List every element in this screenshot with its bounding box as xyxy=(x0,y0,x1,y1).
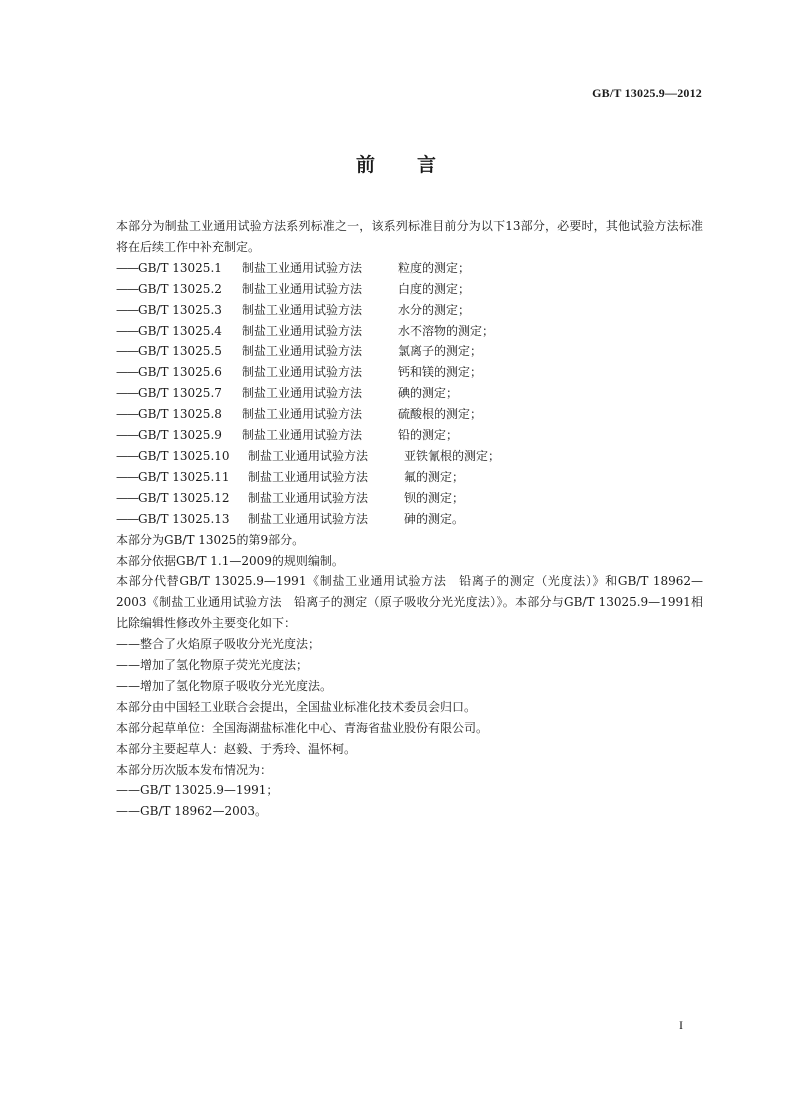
list-item: ——GB/T 13025.11 制盐工业通用试验方法 氟的测定； xyxy=(89,467,703,488)
drafting-rules: 本部分依据GB/T 1.1—2009的规则编制。 xyxy=(116,553,344,568)
series-name: 制盐工业通用试验方法 xyxy=(242,323,363,338)
list-item: ——GB/T 13025.5 制盐工业通用试验方法 氯离子的测定； xyxy=(89,341,703,362)
list-item: ——GB/T 18962—2003。 xyxy=(116,804,267,819)
series-name: 制盐工业通用试验方法 xyxy=(248,448,369,463)
part-name: 水不溶物的测定； xyxy=(398,323,495,338)
proposed-by: 本部分由中国轻工业联合会提出，全国盐业标准化技术委员会归口。 xyxy=(116,699,477,714)
list-item: ——GB/T 13025.7 制盐工业通用试验方法 碘的测定； xyxy=(89,383,703,404)
replaces-paragraph: 本部分代替GB/T 13025.9—1991《制盐工业通用试验方法 铅离子的测定（光度法）》和GB/T 18962—2003《制盐工业通用试验方法 铅离子的测定（原子吸收分光光度法）》。本部分与GB/T 13025.9—1991相比除编辑性修改外主要变化如下： xyxy=(116,574,703,631)
list-item: ——GB/T 13025.13 制盐工业通用试验方法 砷的测定。 xyxy=(89,509,703,530)
series-name: 制盐工业通用试验方法 xyxy=(242,386,363,401)
part-name: 亚铁氰根的测定； xyxy=(404,448,501,463)
history-intro: 本部分历次版本发布情况为： xyxy=(116,762,273,777)
part-name: 粒度的测定； xyxy=(398,260,471,275)
series-name: 制盐工业通用试验方法 xyxy=(248,469,369,484)
series-name: 制盐工业通用试验方法 xyxy=(242,302,363,317)
part-name: 砷的测定。 xyxy=(404,511,465,526)
list-item: ——GB/T 13025.8 制盐工业通用试验方法 硫酸根的测定； xyxy=(89,404,703,425)
list-item: ——GB/T 13025.10 制盐工业通用试验方法 亚铁氰根的测定； xyxy=(89,446,703,467)
title-char-1: 前 xyxy=(355,154,375,176)
part-name: 钙和镁的测定； xyxy=(398,365,483,380)
series-name: 制盐工业通用试验方法 xyxy=(242,281,363,296)
list-item: ——GB/T 13025.9—1991； xyxy=(116,783,279,798)
list-item: ——GB/T 13025.12 制盐工业通用试验方法 钡的测定； xyxy=(89,488,703,509)
part-code: GB/T 13025.13 xyxy=(138,511,230,526)
part-statement: 本部分为GB/T 13025的第9部分。 xyxy=(116,532,305,547)
drafters: 本部分主要起草人：赵毅、于秀玲、温怀柯。 xyxy=(116,741,357,756)
part-code: GB/T 13025.6 xyxy=(138,365,222,380)
part-name: 白度的测定； xyxy=(398,281,471,296)
standard-code: GB/T 13025.9—2012 xyxy=(592,86,702,100)
part-code: GB/T 13025.8 xyxy=(138,407,222,422)
series-name: 制盐工业通用试验方法 xyxy=(242,407,363,422)
list-item: ——GB/T 13025.2 制盐工业通用试验方法 白度的测定； xyxy=(89,279,703,300)
series-name: 制盐工业通用试验方法 xyxy=(242,260,363,275)
part-name: 碘的测定； xyxy=(398,386,459,401)
intro-paragraph: 本部分为制盐工业通用试验方法系列标准之一，该系列标准目前分为以下13部分，必要时，其他试验方法标准将在后续工作中补充制定。 xyxy=(116,219,703,254)
list-item: ——增加了氢化物原子荧光光度法； xyxy=(116,658,309,673)
list-item: ——GB/T 13025.9 制盐工业通用试验方法 铅的测定； xyxy=(89,425,703,446)
part-code: GB/T 13025.10 xyxy=(138,448,230,463)
page-title xyxy=(0,150,792,177)
part-code: GB/T 13025.1 xyxy=(138,260,222,275)
part-code: GB/T 13025.11 xyxy=(138,469,230,484)
series-name: 制盐工业通用试验方法 xyxy=(248,490,369,505)
part-name: 铅的测定； xyxy=(398,428,459,443)
part-name: 氯离子的测定； xyxy=(398,344,483,359)
title-char-2: 言 xyxy=(417,154,437,176)
series-name: 制盐工业通用试验方法 xyxy=(248,511,369,526)
series-name: 制盐工业通用试验方法 xyxy=(242,428,363,443)
part-code: GB/T 13025.2 xyxy=(138,281,222,296)
series-name: 制盐工业通用试验方法 xyxy=(242,365,363,380)
list-item: ——GB/T 13025.4 制盐工业通用试验方法 水不溶物的测定； xyxy=(89,321,703,342)
part-name: 水分的测定； xyxy=(398,302,471,317)
list-item: ——GB/T 13025.3 制盐工业通用试验方法 水分的测定； xyxy=(89,300,703,321)
drafting-units: 本部分起草单位：全国海湖盐标准化中心、青海省盐业股份有限公司。 xyxy=(116,720,489,735)
part-code: GB/T 13025.3 xyxy=(138,302,222,317)
part-code: GB/T 13025.12 xyxy=(138,490,230,505)
part-code: GB/T 13025.9 xyxy=(138,428,222,443)
list-item: ——增加了氢化物原子吸收分光光度法。 xyxy=(116,678,333,693)
series-name: 制盐工业通用试验方法 xyxy=(242,344,363,359)
part-name: 硫酸根的测定； xyxy=(398,407,483,422)
page-number: I xyxy=(679,1018,683,1032)
foreword-body xyxy=(89,216,703,822)
part-name: 钡的测定； xyxy=(404,490,465,505)
list-item: ——GB/T 13025.1 制盐工业通用试验方法 粒度的测定； xyxy=(89,258,703,279)
list-item: ——GB/T 13025.6 制盐工业通用试验方法 钙和镁的测定； xyxy=(89,362,703,383)
list-item: ——整合了火焰原子吸收分光光度法； xyxy=(116,637,321,652)
parts-list xyxy=(89,258,703,530)
part-code: GB/T 13025.4 xyxy=(138,323,222,338)
part-name: 氟的测定； xyxy=(404,469,465,484)
part-code: GB/T 13025.7 xyxy=(138,386,222,401)
part-code: GB/T 13025.5 xyxy=(138,344,222,359)
